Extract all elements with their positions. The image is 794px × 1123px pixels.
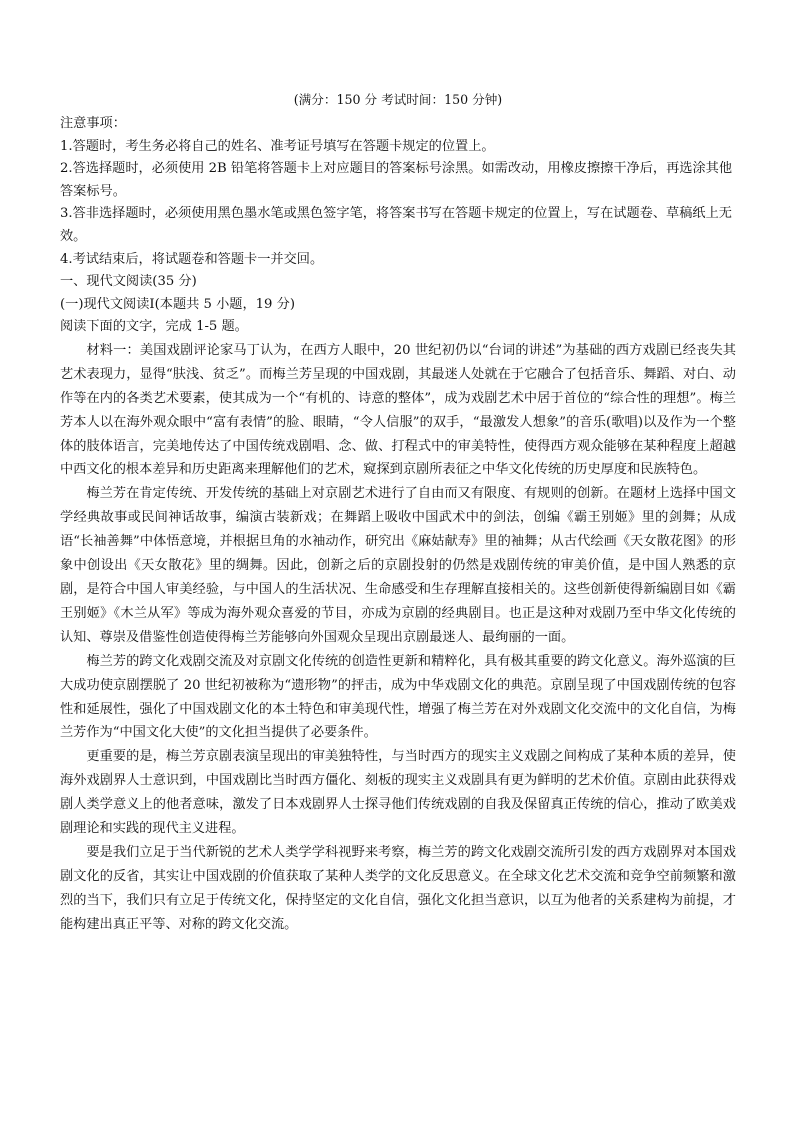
notes-item-3: 3.答非选择题时，必须使用黑色墨水笔或黑色签字笔，将答案书写在答题卡规定的位置上，写在试题卷、草稿纸上无效。 [60, 206, 732, 244]
notes-section [60, 113, 736, 271]
reading-passage [60, 339, 736, 937]
passage-paragraph-4: 更重要的是，梅兰芳京剧表演呈现出的审美独特性，与当时西方的现实主义戏剧之间构成了某种本质的差异，使海外戏剧界人士意识到，中国戏剧比当时西方僵化、刻板的现实主义戏剧具有更为鲜明的艺术价值。京剧由此获得戏剧人类学意义上的他者意味，激发了日本戏剧界人士探寻他们传统戏剧的自我及保留真正传统的信心，推动了欧美戏剧理论和实践的现代主义进程。 [60, 749, 736, 837]
notes-title: 注意事项： [60, 116, 126, 131]
notes-item-2: 2.答选择题时，必须使用 2B 铅笔将答题卡上对应题目的答案标号涂黑。如需改动，用橡皮擦擦干净后，再选涂其他答案标号。 [60, 161, 733, 199]
reading-instruction: 阅读下面的文字，完成 1-5 题。 [60, 319, 248, 335]
section-heading: 一、现代文阅读(35 分) [60, 274, 197, 290]
section-subheading: (一)现代文阅读Ⅰ(本题共 5 小题，19 分) [60, 296, 295, 312]
passage-paragraph-5: 要是我们立足于当代新锐的艺术人类学学科视野来考察，梅兰芳的跨文化戏剧交流所引发的西方戏剧界对本国戏剧文化的反省，其实让中国戏剧的价值获取了某种人类学的文化反思意义。在全球文化艺术交流和竞争空前频繁和激烈的当下，我们只有立足于传统文化，保持坚定的文化自信，强化文化担当意识，以互为他者的关系建构为前提，才能构建出真正平等、对称的跨文化交流。 [60, 844, 736, 932]
notes-item-4: 4.考试结束后，将试题卷和答题卡一并交回。 [60, 251, 324, 267]
notes-item-1: 1.答题时，考生务必将自己的姓名、准考证号填写在答题卡规定的位置上。 [60, 138, 495, 154]
passage-paragraph-1: 材料一：美国戏剧评论家马丁认为，在西方人眼中，20 世纪初仍以“台词的讲述”为基础的西方戏剧已经丧失其艺术表现力，显得“肤浅、贫乏”。而梅兰芳呈现的中国戏剧，其最迷人处就在于它融合了包括音乐、舞蹈、对白、动作等在内的各类艺术要素，使其成为一个“有机的、诗意的整体”，成为戏剧艺术中居于首位的“综合性的理想”。梅兰芳本人以在海外观众眼中“富有表情”的脸、眼睛，“令人信服”的双手，“最激发人想象”的音乐(歌唱)以及作为一个整体的肢体语言，完美地传达了中国传统戏剧唱、念、做、打程式中的审美特性，使得西方观众能够在某种程度上超越中西文化的根本差异和历史距离来理解他们的艺术，窥探到京剧所表征之中华文化传统的历史厚度和民族特色。 [60, 342, 736, 478]
passage-paragraph-2: 梅兰芳在肯定传统、开发传统的基础上对京剧艺术进行了自由而又有限度、有规则的创新。在题材上选择中国文学经典故事或民间神话故事，编演古装新戏；在舞蹈上吸收中国武术中的剑法，创编《霸王别姬》里的剑舞；从成语“长袖善舞”中体悟意境，并根据旦角的水袖动作，研究出《麻姑献寿》里的袖舞；从古代绘画《天女散花图》的形象中创设出《天女散花》里的绸舞。因此，创新之后的京剧投射的仍然是戏剧传统的审美价值，是中国人熟悉的京剧，是符合中国人审美经验，与中国人的生活状况、生命感受和生存理解直接相关的。这些创新使得新编剧目如《霸王别姬》《木兰从军》等成为海外观众喜爱的节目，亦成为京剧的经典剧目。也正是这种对戏剧乃至中华文化传统的认知、尊崇及借鉴性创造使得梅兰芳能够向外国观众呈现出京剧最迷人、最绚丽的一面。 [60, 486, 736, 645]
exam-info: (满分：150 分 考试时间：150 分钟) [293, 92, 503, 107]
passage-paragraph-3: 梅兰芳的跨文化戏剧交流及对京剧文化传统的创造性更新和精粹化，具有极其重要的跨文化意义。海外巡演的巨大成功使京剧摆脱了 20 世纪初被称为“遗形物”的抨击，成为中华戏剧文化的典范。京剧呈现了中国戏剧传统的包容性和延展性，强化了中国戏剧文化的本土特色和审美现代性，增强了梅兰芳在对外戏剧文化交流中的文化自信，为梅兰芳作为“中国文化大使”的文化担当提供了必要条件。 [60, 653, 736, 741]
